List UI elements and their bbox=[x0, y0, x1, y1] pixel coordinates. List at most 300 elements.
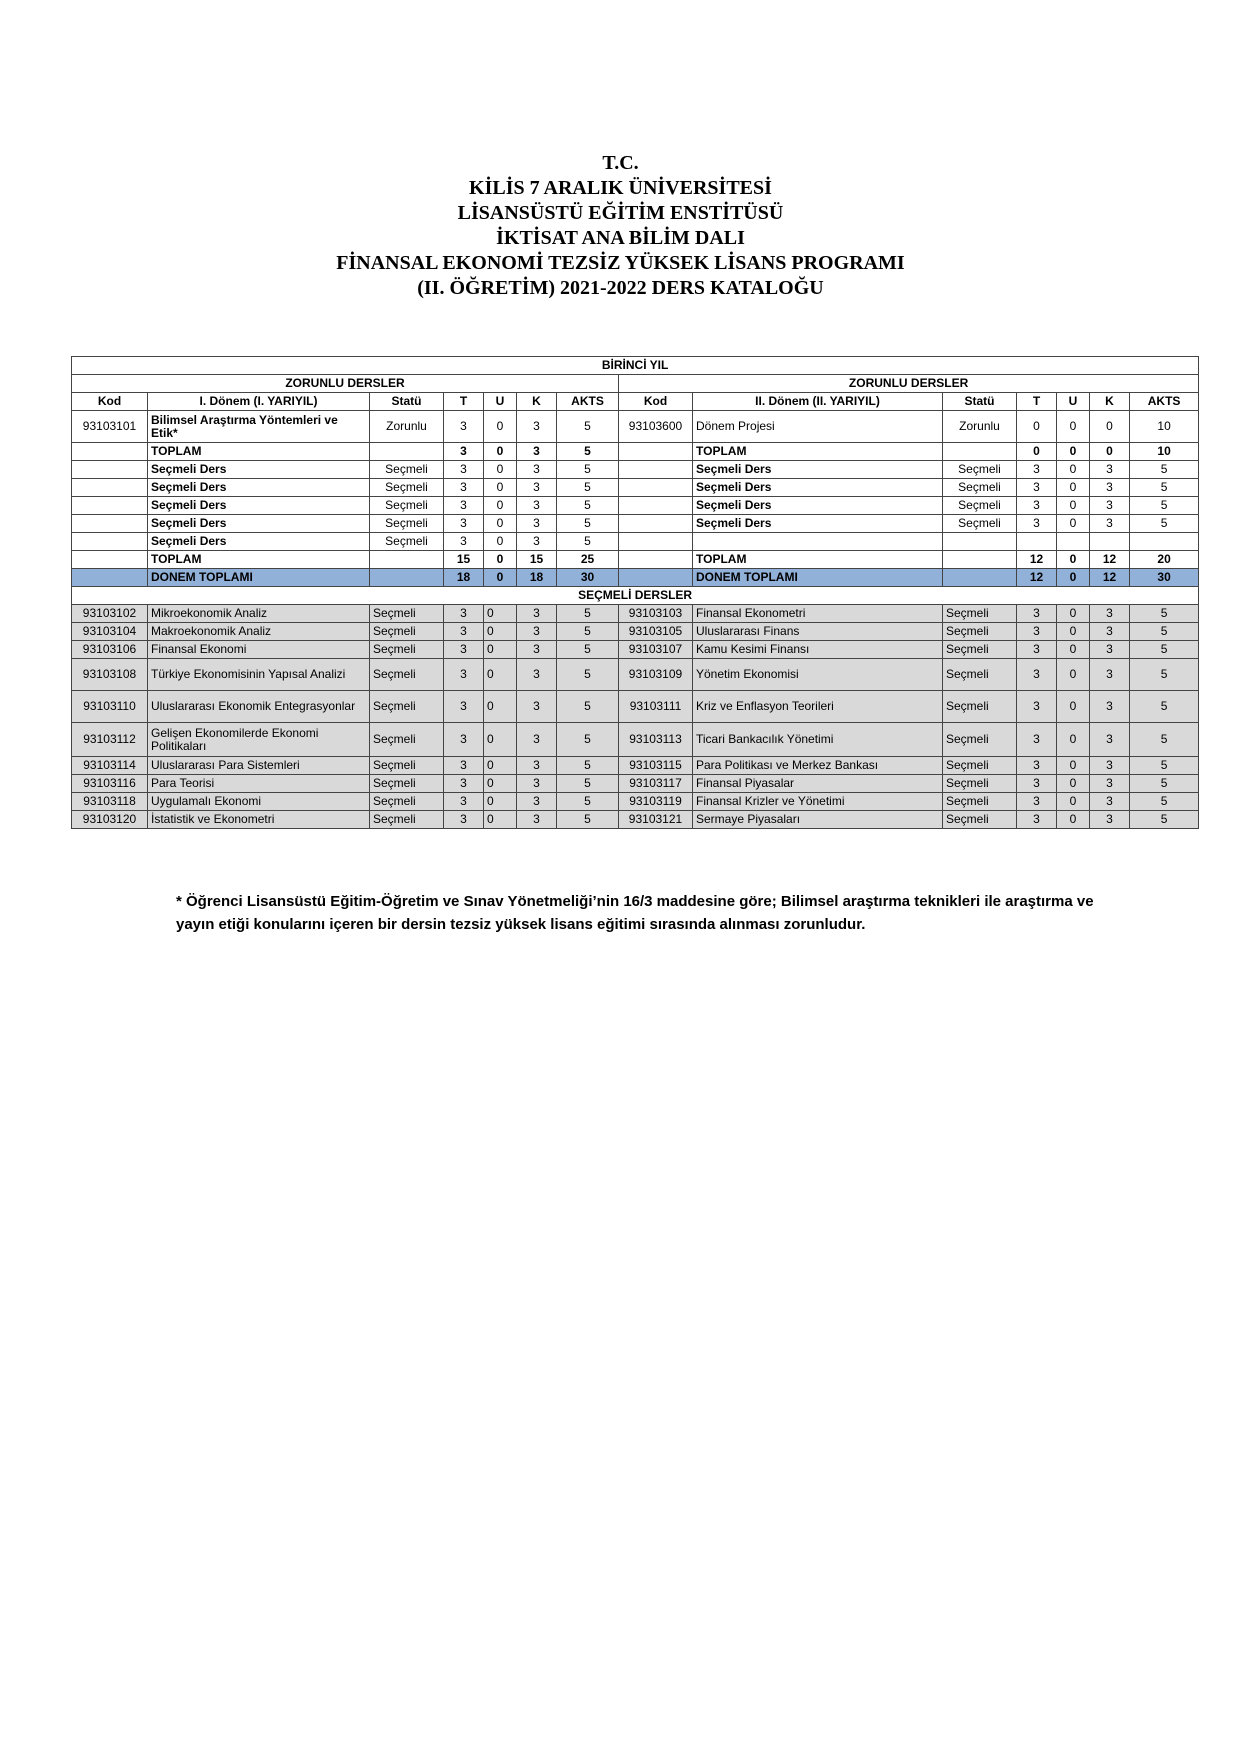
elective-slot-akts: 5 bbox=[1130, 497, 1199, 515]
empty-cell bbox=[370, 569, 444, 587]
total-akts: 20 bbox=[1130, 551, 1199, 569]
course-k: 3 bbox=[517, 641, 557, 659]
course-akts: 5 bbox=[1130, 605, 1199, 623]
course-code: 93103111 bbox=[619, 691, 693, 723]
empty-cell bbox=[1017, 533, 1057, 551]
course-code: 93103103 bbox=[619, 605, 693, 623]
course-t: 3 bbox=[444, 811, 484, 829]
term-total-akts: 30 bbox=[557, 569, 619, 587]
course-t: 3 bbox=[1017, 623, 1057, 641]
elective-slot-u: 0 bbox=[484, 479, 517, 497]
course-code: 93103117 bbox=[619, 775, 693, 793]
total-u: 0 bbox=[484, 551, 517, 569]
course-status: Seçmeli bbox=[943, 793, 1017, 811]
col-k-left: K bbox=[517, 393, 557, 411]
mandatory-title-right: ZORUNLU DERSLER bbox=[619, 375, 1199, 393]
elective-slot-name: Seçmeli Ders bbox=[148, 515, 370, 533]
course-u: 0 bbox=[484, 659, 517, 691]
course-k: 3 bbox=[517, 811, 557, 829]
elective-slot-t: 3 bbox=[1017, 479, 1057, 497]
empty-cell bbox=[619, 497, 693, 515]
empty-cell bbox=[72, 533, 148, 551]
header-line-catalog: (II. ÖĞRETİM) 2021-2022 DERS KATALOĞU bbox=[417, 277, 824, 299]
subtotal-k: 3 bbox=[517, 443, 557, 461]
course-code: 93103104 bbox=[72, 623, 148, 641]
empty-cell bbox=[72, 479, 148, 497]
course-k: 3 bbox=[517, 775, 557, 793]
course-code: 93103600 bbox=[619, 411, 693, 443]
empty-cell bbox=[943, 533, 1017, 551]
course-t: 3 bbox=[444, 641, 484, 659]
empty-cell bbox=[72, 515, 148, 533]
course-k: 3 bbox=[517, 623, 557, 641]
elective-slot-k: 3 bbox=[1090, 497, 1130, 515]
elective-slot-status: Seçmeli bbox=[370, 515, 444, 533]
course-t: 3 bbox=[444, 775, 484, 793]
elective-slot-status: Seçmeli bbox=[370, 479, 444, 497]
elective-slot-k: 3 bbox=[517, 497, 557, 515]
elective-slot-u: 0 bbox=[1057, 515, 1090, 533]
course-akts: 5 bbox=[557, 659, 619, 691]
course-name: Finansal Ekonomi bbox=[148, 641, 370, 659]
subtotal-t: 0 bbox=[1017, 443, 1057, 461]
total-row bbox=[72, 551, 1199, 569]
course-code: 93103112 bbox=[72, 723, 148, 757]
total-label: TOPLAM bbox=[693, 551, 943, 569]
elective-course-row bbox=[72, 757, 1199, 775]
subtotal-u: 0 bbox=[1057, 443, 1090, 461]
course-u: 0 bbox=[1057, 811, 1090, 829]
elective-course-row bbox=[72, 659, 1199, 691]
course-akts: 5 bbox=[1130, 775, 1199, 793]
header-line-program: FİNANSAL EKONOMİ TEZSİZ YÜKSEK LİSANS PROGRAMI bbox=[336, 252, 905, 274]
course-u: 0 bbox=[1057, 411, 1090, 443]
course-t: 3 bbox=[444, 659, 484, 691]
course-name: Gelişen Ekonomilerde Ekonomi Politikaları bbox=[148, 723, 370, 757]
elective-slot-name: Seçmeli Ders bbox=[693, 515, 943, 533]
col-akts-right: AKTS bbox=[1130, 393, 1199, 411]
header-line-university: KİLİS 7 ARALIK ÜNİVERSİTESİ bbox=[469, 177, 772, 199]
empty-cell bbox=[693, 533, 943, 551]
course-k: 3 bbox=[1090, 723, 1130, 757]
empty-cell bbox=[72, 569, 148, 587]
course-code: 93103115 bbox=[619, 757, 693, 775]
course-t: 3 bbox=[1017, 811, 1057, 829]
course-u: 0 bbox=[484, 775, 517, 793]
course-t: 3 bbox=[444, 623, 484, 641]
elective-slot-status: Seçmeli bbox=[370, 461, 444, 479]
empty-cell bbox=[72, 461, 148, 479]
course-u: 0 bbox=[1057, 605, 1090, 623]
elective-slot-row bbox=[72, 479, 1199, 497]
course-code: 93103102 bbox=[72, 605, 148, 623]
course-t: 0 bbox=[1017, 411, 1057, 443]
elective-slot-name: Seçmeli Ders bbox=[693, 461, 943, 479]
elective-slot-row bbox=[72, 533, 1199, 551]
elective-course-row bbox=[72, 775, 1199, 793]
course-status: Seçmeli bbox=[943, 757, 1017, 775]
elective-course-row bbox=[72, 623, 1199, 641]
total-label: TOPLAM bbox=[148, 551, 370, 569]
course-t: 3 bbox=[1017, 793, 1057, 811]
course-status: Seçmeli bbox=[943, 659, 1017, 691]
course-k: 3 bbox=[1090, 659, 1130, 691]
course-t: 3 bbox=[444, 605, 484, 623]
total-t: 12 bbox=[1017, 551, 1057, 569]
empty-cell bbox=[619, 533, 693, 551]
course-k: 3 bbox=[1090, 775, 1130, 793]
course-name: Türkiye Ekonomisinin Yapısal Analizi bbox=[148, 659, 370, 691]
elective-slot-u: 0 bbox=[484, 497, 517, 515]
course-t: 3 bbox=[444, 691, 484, 723]
elective-title-row bbox=[72, 587, 1199, 605]
total-akts: 25 bbox=[557, 551, 619, 569]
course-u: 0 bbox=[484, 411, 517, 443]
course-u: 0 bbox=[484, 723, 517, 757]
elective-slot-u: 0 bbox=[1057, 479, 1090, 497]
course-k: 3 bbox=[517, 723, 557, 757]
header-line-tc: T.C. bbox=[602, 152, 639, 174]
elective-slot-akts: 5 bbox=[557, 515, 619, 533]
elective-course-row bbox=[72, 605, 1199, 623]
course-u: 0 bbox=[1057, 641, 1090, 659]
course-name: Uygulamalı Ekonomi bbox=[148, 793, 370, 811]
elective-course-row bbox=[72, 811, 1199, 829]
col-t-left: T bbox=[444, 393, 484, 411]
elective-slot-akts: 5 bbox=[557, 497, 619, 515]
course-akts: 5 bbox=[557, 623, 619, 641]
header-line-department: İKTİSAT ANA BİLİM DALI bbox=[496, 227, 745, 249]
elective-slot-k: 3 bbox=[517, 461, 557, 479]
course-u: 0 bbox=[484, 811, 517, 829]
col-kod-left: Kod bbox=[72, 393, 148, 411]
elective-slot-k: 3 bbox=[1090, 515, 1130, 533]
course-u: 0 bbox=[484, 793, 517, 811]
elective-slot-k: 3 bbox=[1090, 461, 1130, 479]
course-k: 3 bbox=[517, 691, 557, 723]
course-status: Zorunlu bbox=[370, 411, 444, 443]
course-t: 3 bbox=[1017, 659, 1057, 691]
course-code: 93103119 bbox=[619, 793, 693, 811]
empty-cell bbox=[619, 461, 693, 479]
course-t: 3 bbox=[1017, 641, 1057, 659]
course-akts: 5 bbox=[1130, 691, 1199, 723]
elective-slot-u: 0 bbox=[1057, 461, 1090, 479]
course-catalog-table bbox=[71, 356, 1199, 829]
elective-slot-t: 3 bbox=[1017, 461, 1057, 479]
elective-slot-status: Seçmeli bbox=[943, 461, 1017, 479]
course-u: 0 bbox=[1057, 757, 1090, 775]
elective-course-row bbox=[72, 723, 1199, 757]
elective-slot-status: Seçmeli bbox=[943, 479, 1017, 497]
course-status: Seçmeli bbox=[943, 775, 1017, 793]
course-u: 0 bbox=[484, 691, 517, 723]
elective-slot-u: 0 bbox=[484, 461, 517, 479]
course-name: Kriz ve Enflasyon Teorileri bbox=[693, 691, 943, 723]
course-code: 93103114 bbox=[72, 757, 148, 775]
elective-slot-t: 3 bbox=[1017, 515, 1057, 533]
mandatory-title-left: ZORUNLU DERSLER bbox=[72, 375, 619, 393]
course-u: 0 bbox=[484, 641, 517, 659]
course-status: Seçmeli bbox=[943, 811, 1017, 829]
course-code: 93103120 bbox=[72, 811, 148, 829]
course-code: 93103116 bbox=[72, 775, 148, 793]
mandatory-title-row bbox=[72, 375, 1199, 393]
course-status: Seçmeli bbox=[943, 723, 1017, 757]
elective-slot-akts: 5 bbox=[557, 533, 619, 551]
course-name: Bilimsel Araştırma Yöntemleri ve Etik* bbox=[148, 411, 370, 443]
total-u: 0 bbox=[1057, 551, 1090, 569]
course-code: 93103110 bbox=[72, 691, 148, 723]
empty-cell bbox=[619, 443, 693, 461]
course-status: Seçmeli bbox=[370, 811, 444, 829]
course-status: Seçmeli bbox=[370, 641, 444, 659]
course-u: 0 bbox=[484, 757, 517, 775]
course-t: 3 bbox=[1017, 691, 1057, 723]
course-code: 93103118 bbox=[72, 793, 148, 811]
course-name: Kamu Kesimi Finansı bbox=[693, 641, 943, 659]
elective-slot-status: Seçmeli bbox=[943, 515, 1017, 533]
col-term1: I. Dönem (I. YARIYIL) bbox=[148, 393, 370, 411]
course-akts: 5 bbox=[1130, 623, 1199, 641]
course-name: Uluslararası Para Sistemleri bbox=[148, 757, 370, 775]
course-akts: 5 bbox=[557, 723, 619, 757]
elective-course-row bbox=[72, 691, 1199, 723]
elective-slot-status: Seçmeli bbox=[370, 497, 444, 515]
course-t: 3 bbox=[444, 793, 484, 811]
course-name: Dönem Projesi bbox=[693, 411, 943, 443]
subtotal-akts: 5 bbox=[557, 443, 619, 461]
course-k: 3 bbox=[1090, 793, 1130, 811]
course-name: Finansal Krizler ve Yönetimi bbox=[693, 793, 943, 811]
elective-slot-row bbox=[72, 461, 1199, 479]
term-total-u: 0 bbox=[484, 569, 517, 587]
mandatory-course-row bbox=[72, 411, 1199, 443]
course-u: 0 bbox=[484, 623, 517, 641]
term-total-label: DONEM TOPLAMI bbox=[148, 569, 370, 587]
elective-slot-t: 3 bbox=[444, 533, 484, 551]
elective-slot-t: 3 bbox=[444, 461, 484, 479]
elective-course-row bbox=[72, 641, 1199, 659]
course-akts: 5 bbox=[557, 641, 619, 659]
elective-slot-u: 0 bbox=[484, 533, 517, 551]
subtotal-akts: 10 bbox=[1130, 443, 1199, 461]
course-akts: 5 bbox=[1130, 659, 1199, 691]
course-k: 3 bbox=[1090, 605, 1130, 623]
course-k: 3 bbox=[1090, 623, 1130, 641]
empty-cell bbox=[1057, 533, 1090, 551]
course-akts: 10 bbox=[1130, 411, 1199, 443]
year-title: BİRİNCİ YIL bbox=[72, 357, 1199, 375]
elective-courses-body bbox=[72, 605, 1199, 829]
term-total-row bbox=[72, 569, 1199, 587]
elective-slot-t: 3 bbox=[1017, 497, 1057, 515]
course-u: 0 bbox=[1057, 775, 1090, 793]
total-k: 15 bbox=[517, 551, 557, 569]
course-u: 0 bbox=[484, 605, 517, 623]
course-t: 3 bbox=[1017, 723, 1057, 757]
empty-cell bbox=[943, 443, 1017, 461]
course-status: Seçmeli bbox=[370, 793, 444, 811]
course-code: 93103101 bbox=[72, 411, 148, 443]
total-k: 12 bbox=[1090, 551, 1130, 569]
course-code: 93103106 bbox=[72, 641, 148, 659]
column-header-row bbox=[72, 393, 1199, 411]
term-total-t: 18 bbox=[444, 569, 484, 587]
elective-course-row bbox=[72, 793, 1199, 811]
course-name: Ticari Bankacılık Yönetimi bbox=[693, 723, 943, 757]
course-k: 3 bbox=[517, 605, 557, 623]
elective-slot-status: Seçmeli bbox=[370, 533, 444, 551]
course-k: 3 bbox=[517, 411, 557, 443]
col-statu-right: Statü bbox=[943, 393, 1017, 411]
document-header bbox=[0, 151, 1241, 301]
subtotal-k: 0 bbox=[1090, 443, 1130, 461]
course-status: Seçmeli bbox=[370, 775, 444, 793]
course-status: Seçmeli bbox=[370, 605, 444, 623]
elective-title: SEÇMELİ DERSLER bbox=[72, 587, 1199, 605]
course-code: 93103107 bbox=[619, 641, 693, 659]
elective-slot-k: 3 bbox=[517, 533, 557, 551]
col-kod-right: Kod bbox=[619, 393, 693, 411]
course-name: Sermaye Piyasaları bbox=[693, 811, 943, 829]
term-total-k: 18 bbox=[517, 569, 557, 587]
elective-slot-t: 3 bbox=[444, 497, 484, 515]
term-total-k: 12 bbox=[1090, 569, 1130, 587]
subtotal-label: TOPLAM bbox=[693, 443, 943, 461]
course-k: 3 bbox=[517, 793, 557, 811]
col-u-left: U bbox=[484, 393, 517, 411]
course-akts: 5 bbox=[557, 411, 619, 443]
course-name: İstatistik ve Ekonometri bbox=[148, 811, 370, 829]
course-akts: 5 bbox=[1130, 811, 1199, 829]
course-t: 3 bbox=[444, 723, 484, 757]
elective-slot-row bbox=[72, 497, 1199, 515]
elective-slot-u: 0 bbox=[484, 515, 517, 533]
course-code: 93103105 bbox=[619, 623, 693, 641]
col-u-right: U bbox=[1057, 393, 1090, 411]
empty-cell bbox=[619, 479, 693, 497]
empty-cell bbox=[1130, 533, 1199, 551]
course-t: 3 bbox=[1017, 605, 1057, 623]
course-u: 0 bbox=[1057, 723, 1090, 757]
empty-cell bbox=[72, 443, 148, 461]
course-name: Uluslararası Ekonomik Entegrasyonlar bbox=[148, 691, 370, 723]
course-akts: 5 bbox=[1130, 757, 1199, 775]
course-name: Mikroekonomik Analiz bbox=[148, 605, 370, 623]
course-status: Seçmeli bbox=[370, 659, 444, 691]
elective-slot-row bbox=[72, 515, 1199, 533]
course-code: 93103109 bbox=[619, 659, 693, 691]
subtotal-row bbox=[72, 443, 1199, 461]
elective-slot-k: 3 bbox=[517, 515, 557, 533]
subtotal-u: 0 bbox=[484, 443, 517, 461]
course-status: Zorunlu bbox=[943, 411, 1017, 443]
empty-cell bbox=[619, 515, 693, 533]
elective-slot-akts: 5 bbox=[557, 479, 619, 497]
course-name: Uluslararası Finans bbox=[693, 623, 943, 641]
empty-cell bbox=[943, 551, 1017, 569]
course-akts: 5 bbox=[1130, 641, 1199, 659]
elective-slot-akts: 5 bbox=[557, 461, 619, 479]
course-k: 3 bbox=[1090, 691, 1130, 723]
course-u: 0 bbox=[1057, 659, 1090, 691]
elective-slot-u: 0 bbox=[1057, 497, 1090, 515]
course-akts: 5 bbox=[557, 775, 619, 793]
elective-slot-name: Seçmeli Ders bbox=[693, 497, 943, 515]
course-k: 0 bbox=[1090, 411, 1130, 443]
empty-cell bbox=[370, 551, 444, 569]
year-title-row bbox=[72, 357, 1199, 375]
empty-cell bbox=[370, 443, 444, 461]
course-t: 3 bbox=[444, 411, 484, 443]
elective-slot-name: Seçmeli Ders bbox=[148, 497, 370, 515]
course-u: 0 bbox=[1057, 793, 1090, 811]
subtotal-t: 3 bbox=[444, 443, 484, 461]
course-status: Seçmeli bbox=[370, 723, 444, 757]
course-name: Para Politikası ve Merkez Bankası bbox=[693, 757, 943, 775]
elective-slot-name: Seçmeli Ders bbox=[148, 533, 370, 551]
course-t: 3 bbox=[1017, 757, 1057, 775]
course-k: 3 bbox=[1090, 757, 1130, 775]
course-code: 93103113 bbox=[619, 723, 693, 757]
course-akts: 5 bbox=[557, 605, 619, 623]
subtotal-label: TOPLAM bbox=[148, 443, 370, 461]
elective-slot-k: 3 bbox=[517, 479, 557, 497]
term-total-akts: 30 bbox=[1130, 569, 1199, 587]
elective-slot-t: 3 bbox=[444, 479, 484, 497]
empty-cell bbox=[72, 551, 148, 569]
course-name: Finansal Piyasalar bbox=[693, 775, 943, 793]
course-name: Yönetim Ekonomisi bbox=[693, 659, 943, 691]
course-status: Seçmeli bbox=[370, 623, 444, 641]
course-status: Seçmeli bbox=[943, 641, 1017, 659]
course-k: 3 bbox=[1090, 811, 1130, 829]
course-akts: 5 bbox=[1130, 793, 1199, 811]
course-akts: 5 bbox=[557, 757, 619, 775]
course-akts: 5 bbox=[557, 793, 619, 811]
course-name: Para Teorisi bbox=[148, 775, 370, 793]
col-statu-left: Statü bbox=[370, 393, 444, 411]
footnote: * Öğrenci Lisansüstü Eğitim-Öğretim ve Sınav Yönetmeliği’nin 16/3 maddesine göre; Bilimsel araştırma teknikleri ile araştırma ve yayın etiği konularını içeren bir dersin tezsiz yüksek lisans eğitimi sırasında alınması zorunludur. bbox=[176, 893, 1094, 933]
elective-slot-akts: 5 bbox=[1130, 515, 1199, 533]
empty-cell bbox=[943, 569, 1017, 587]
empty-cell bbox=[619, 551, 693, 569]
header-line-institute: LİSANSÜSTÜ EĞİTİM ENSTİTÜSÜ bbox=[457, 202, 784, 224]
course-status: Seçmeli bbox=[370, 691, 444, 723]
course-akts: 5 bbox=[1130, 723, 1199, 757]
elective-slot-name: Seçmeli Ders bbox=[148, 479, 370, 497]
course-status: Seçmeli bbox=[943, 691, 1017, 723]
elective-slot-t: 3 bbox=[444, 515, 484, 533]
col-akts-left: AKTS bbox=[557, 393, 619, 411]
course-u: 0 bbox=[1057, 691, 1090, 723]
course-t: 3 bbox=[444, 757, 484, 775]
term-total-label: DONEM TOPLAMI bbox=[693, 569, 943, 587]
elective-slot-name: Seçmeli Ders bbox=[693, 479, 943, 497]
course-akts: 5 bbox=[557, 811, 619, 829]
course-code: 93103108 bbox=[72, 659, 148, 691]
course-status: Seçmeli bbox=[943, 623, 1017, 641]
col-t-right: T bbox=[1017, 393, 1057, 411]
course-akts: 5 bbox=[557, 691, 619, 723]
elective-slot-status: Seçmeli bbox=[943, 497, 1017, 515]
empty-cell bbox=[1090, 533, 1130, 551]
course-t: 3 bbox=[1017, 775, 1057, 793]
term-total-u: 0 bbox=[1057, 569, 1090, 587]
elective-slot-k: 3 bbox=[1090, 479, 1130, 497]
col-k-right: K bbox=[1090, 393, 1130, 411]
